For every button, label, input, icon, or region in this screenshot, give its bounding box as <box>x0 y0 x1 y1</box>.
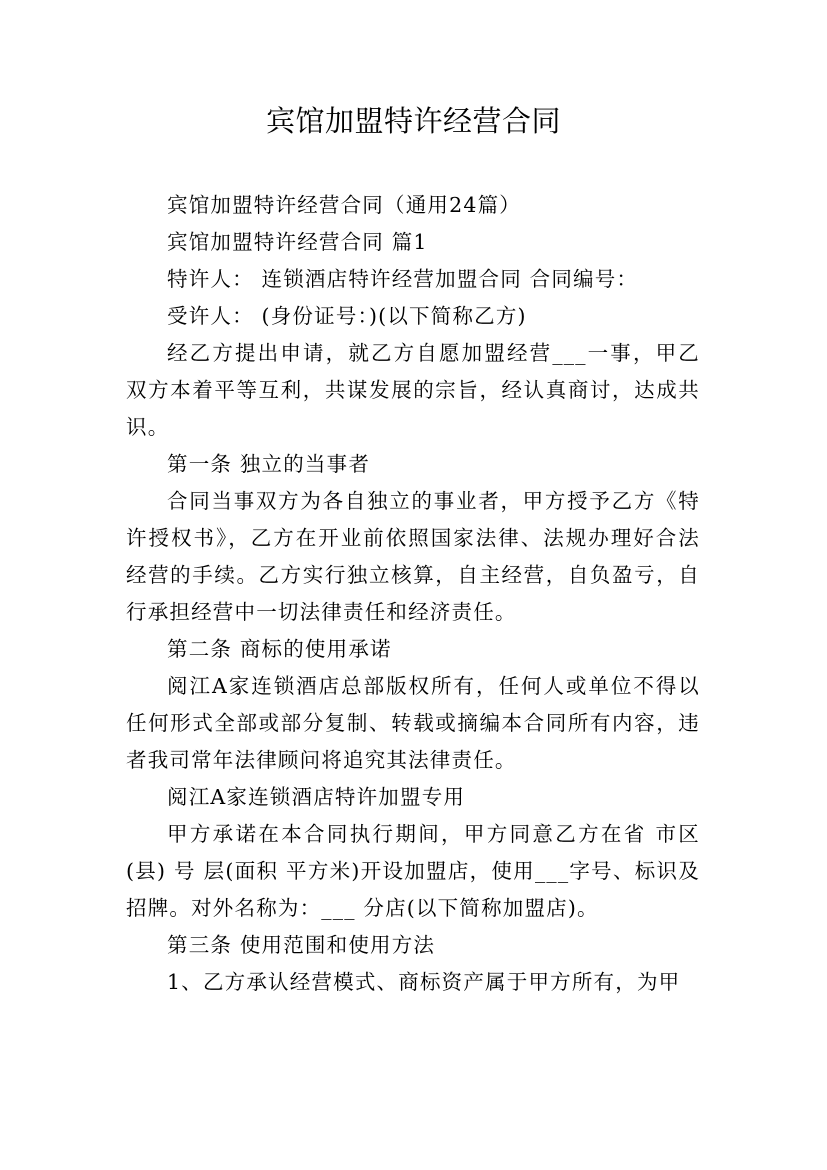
paragraph-licensor: 特许人： 连锁酒店特许经营加盟合同 合同编号： <box>167 267 639 291</box>
paragraph-licensee: 受许人： (身份证号：)(以下简称乙方) <box>167 304 527 328</box>
article-1-body: 合同当事双方为各自独立的事业者，甲方授予乙方《特许授权书》，乙方在开业前依照国家法律、法规办理好合法经营的手续。乙方实行独立核算，自主经营，自负盈亏，自行承担经营中一切法律责任和经济责任。 <box>126 489 700 624</box>
article-3-clause-1: 1、乙方承认经营模式、商标资产属于甲方所有，为甲 <box>167 970 681 994</box>
article-2-body: 甲方承诺在本合同执行期间，甲方同意乙方在省 市区(县) 号 层(面积 平方米)开设加盟店，使用___字号、标识及招牌。对外名称为：___ 分店(以下简称加盟店)。 <box>126 822 700 920</box>
document-title: 宾馆加盟特许经营合同 <box>265 104 561 138</box>
copyright-notice: 阅江A家连锁酒店总部版权所有，任何人或单位不得以任何形式全部或部分复制、转载或摘编本合同所有内容，违者我司常年法律顾问将追究其法律责任。 <box>126 674 700 772</box>
paragraph-preamble: 经乙方提出申请，就乙方自愿加盟经营___一事，甲乙双方本着平等互利，共谋发展的宗旨，经认真商讨，达成共识。 <box>126 341 700 439</box>
document-body <box>126 187 700 1001</box>
article-2-heading: 第二条 商标的使用承诺 <box>167 637 392 661</box>
paragraph-subtitle: 宾馆加盟特许经营合同（通用24篇） <box>167 193 521 217</box>
paragraph-section-heading: 宾馆加盟特许经营合同 篇1 <box>167 230 428 254</box>
article-3-heading: 第三条 使用范围和使用方法 <box>167 933 436 957</box>
article-1-heading: 第一条 独立的当事者 <box>167 452 371 476</box>
franchise-label: 阅江A家连锁酒店特许加盟专用 <box>167 785 466 809</box>
